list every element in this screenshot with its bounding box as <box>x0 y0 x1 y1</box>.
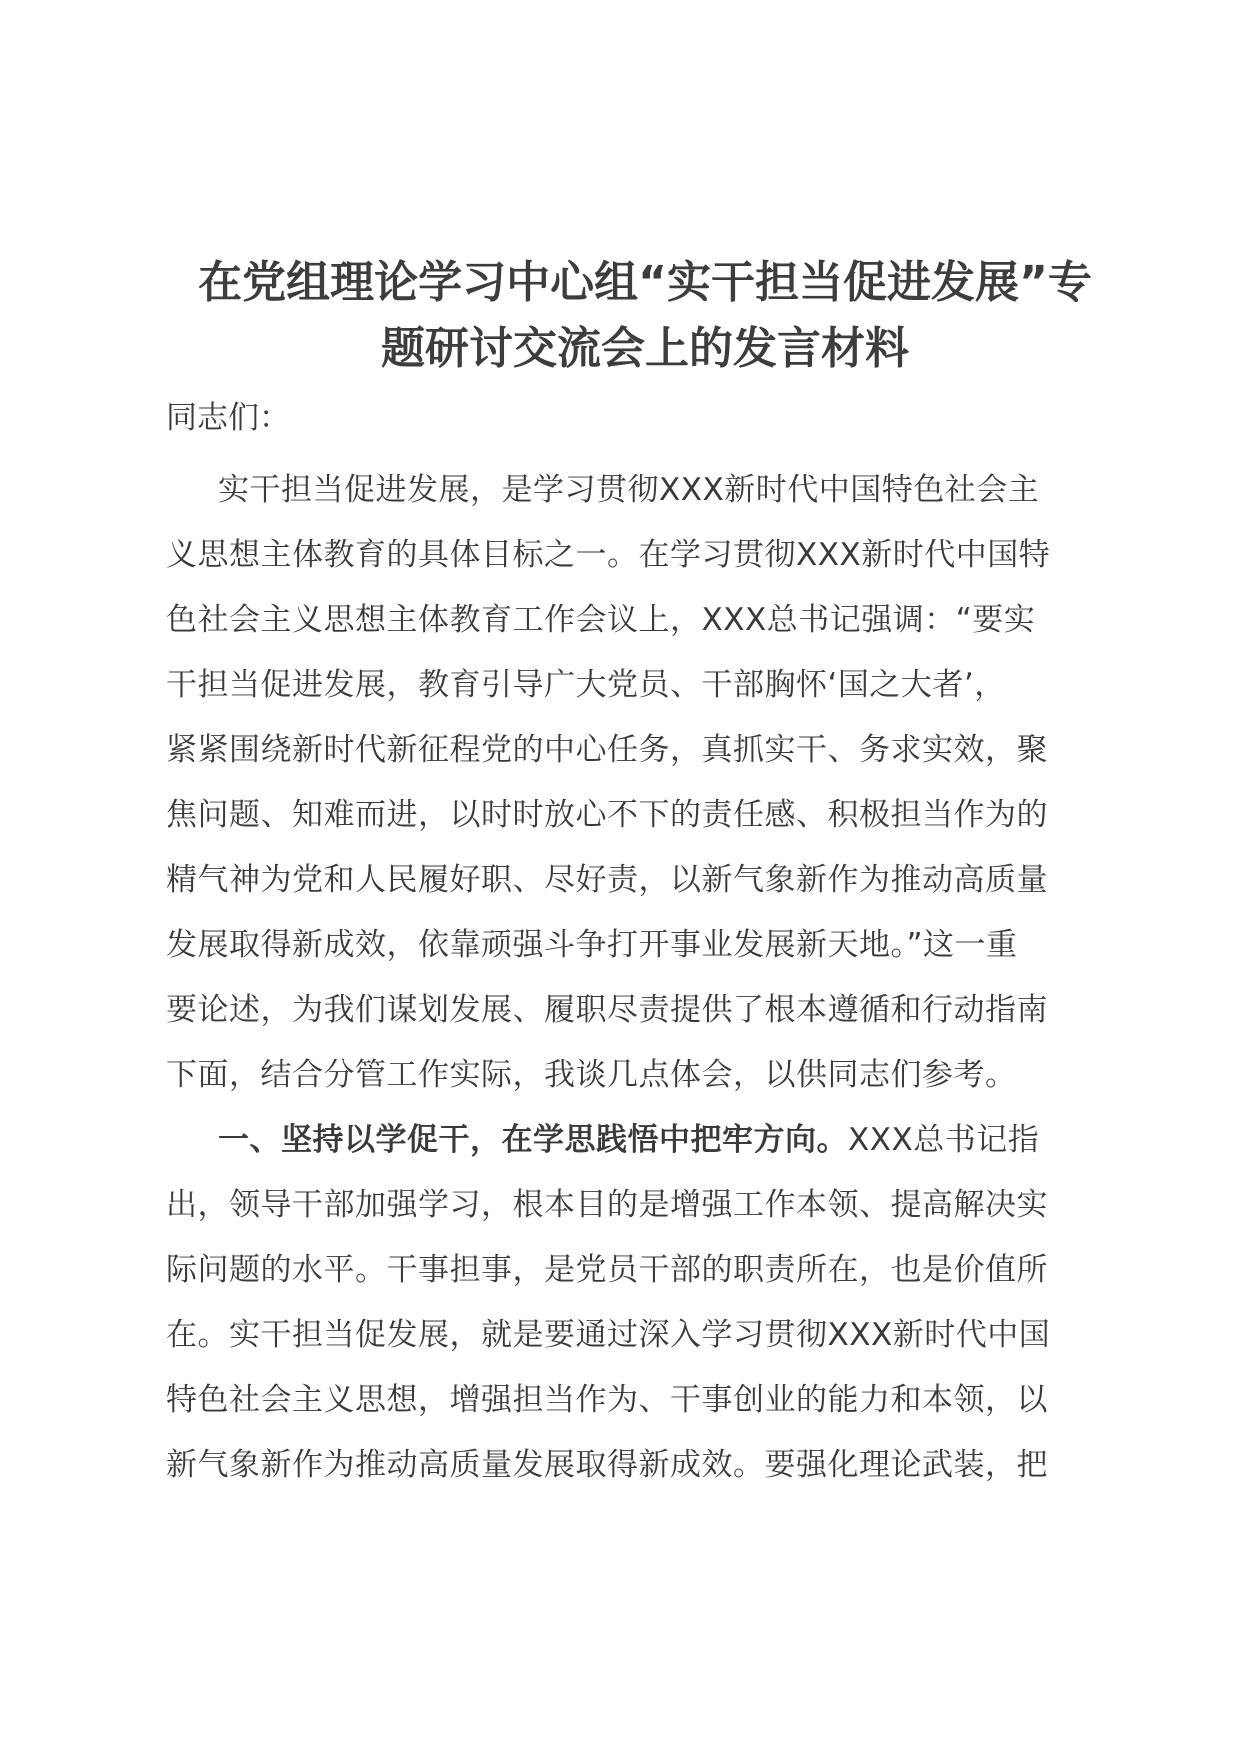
title-line-1: 在党组理论学习中心组“实干担当促进发展”专 <box>198 257 1092 308</box>
paragraph-line <box>166 1108 1106 1173</box>
paragraph-line: 要论述，为我们谋划发展、履职尽责提供了根本遵循和行动指南 <box>166 992 1048 1028</box>
paragraph-line: 特色社会主义思想，增强担当作为、干事创业的能力和本领，以 <box>166 1382 1048 1418</box>
document-title <box>160 250 1130 382</box>
paragraph-line: 紧紧围绕新时代新征程党的中心任务，真抓实干、务求实效，聚 <box>166 732 1048 768</box>
paragraph-line: 色社会主义思想主体教育工作会议上，XXX总书记强调：“要实 <box>166 602 1036 638</box>
paragraph-section-1 <box>166 1108 1106 1498</box>
paragraph-line: 在。实干担当促发展，就是要通过深入学习贯彻XXX新时代中国 <box>166 1317 1051 1353</box>
paragraph-line: 实干担当促进发展，是学习贯彻XXX新时代中国特色社会主 <box>218 472 1040 508</box>
title-line-2: 题研讨交流会上的发言材料 <box>381 323 909 374</box>
paragraph-line: 际问题的水平。干事担事，是党员干部的职责所在，也是价值所 <box>166 1252 1048 1288</box>
paragraph-intro <box>166 458 1106 1108</box>
paragraph-line: 精气神为党和人民履好职、尽好责，以新气象新作为推动高质量 <box>166 862 1048 898</box>
salutation: 同志们： <box>166 400 290 436</box>
section-heading-continuation: XXX总书记指 <box>848 1122 1040 1158</box>
paragraph-line: 新气象新作为推动高质量发展取得新成效。要强化理论武装，把 <box>166 1447 1048 1483</box>
paragraph-line: 出，领导干部加强学习，根本目的是增强工作本领、提高解决实 <box>166 1187 1048 1223</box>
section-heading: 一、坚持以学促干，在学思践悟中把牢方向。 <box>218 1122 848 1158</box>
paragraph-line: 发展取得新成效，依靠顽强斗争打开事业发展新天地。”这一重 <box>166 927 1018 963</box>
paragraph-line: 义思想主体教育的具体目标之一。在学习贯彻XXX新时代中国特 <box>166 537 1051 573</box>
paragraph-line: 干担当促进发展，教育引导广大党员、干部胸怀‘国之大者’， <box>166 667 1006 703</box>
paragraph-line: 下面，结合分管工作实际，我谈几点体会，以供同志们参考。 <box>166 1057 1017 1093</box>
paragraph-line: 焦问题、知难而进，以时时放心不下的责任感、积极担当作为的 <box>166 797 1048 833</box>
